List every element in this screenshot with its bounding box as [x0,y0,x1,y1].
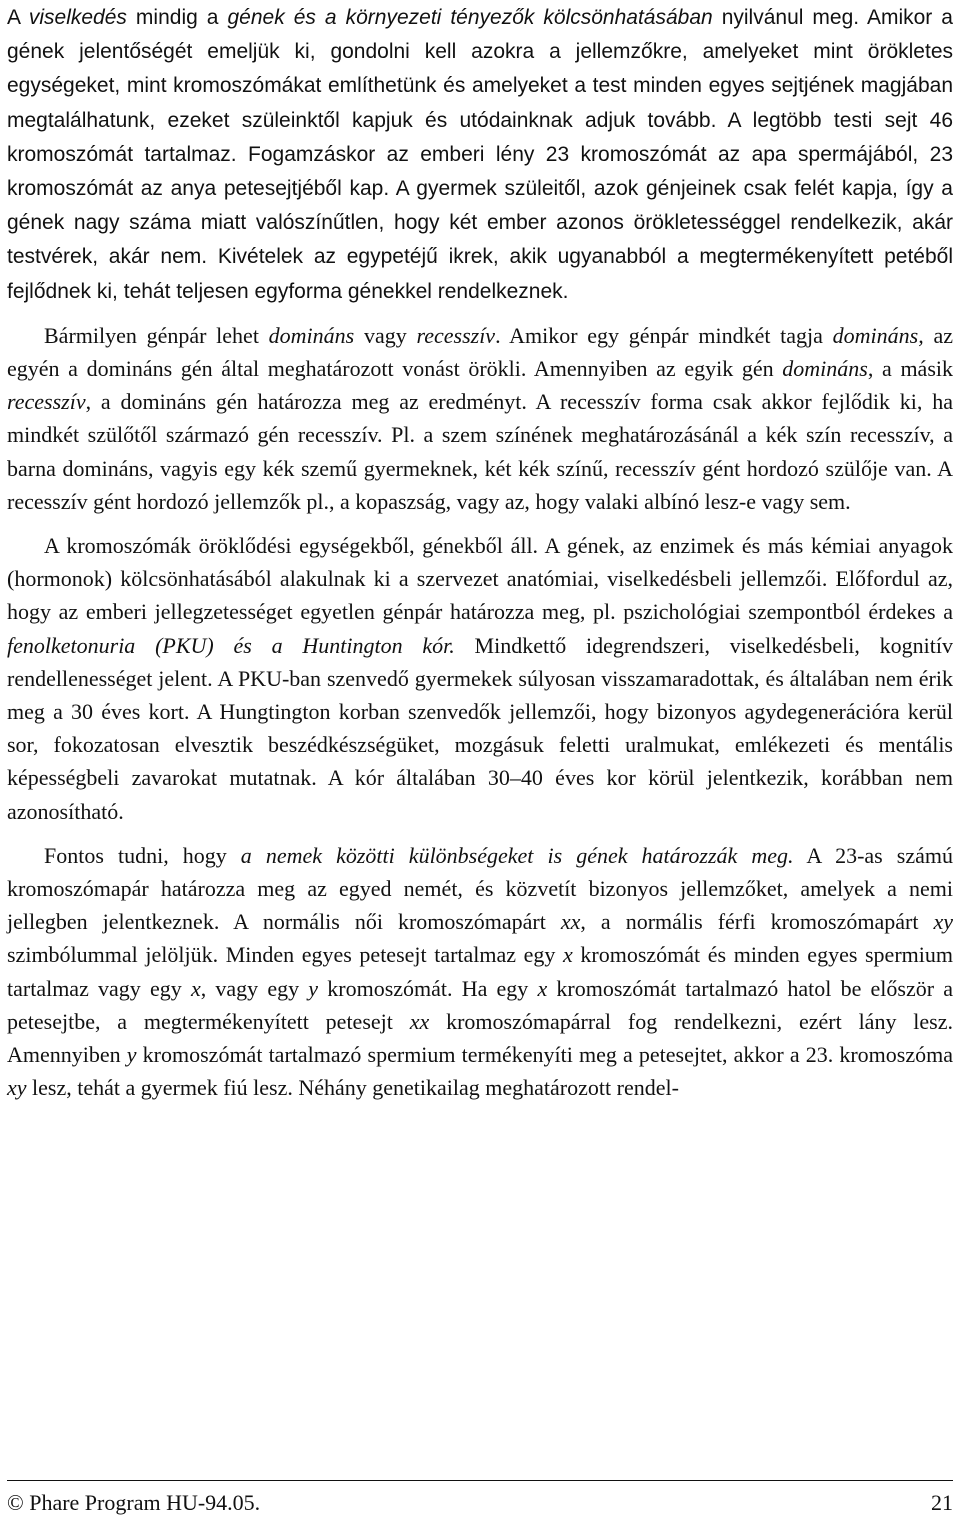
paragraph-4 [7,839,953,1105]
paragraph-3 [7,529,953,828]
text-run: Fontos tudni, hogy [44,842,241,868]
italic-text-run: xy [933,909,953,935]
text-run: nyilvánul meg. Amikor a gének jelentőségét emeljük ki, gondolni kell azokra a jellemzőkre, amelyeket mint örökletes egységeket, mint kromoszómákat említhetünk és amelyeket a test minden egyes sejtjének magjában megtalálhatunk, ezeket szüleinktől kapjuk és utódainknak adjuk tovább. [7,6,953,132]
page-footer [7,1488,953,1518]
italic-text-run: domináns [268,322,355,348]
text-run: Mindkettő idegrendszeri, viselkedésbeli, kognitív rendellenességet jelent. A PKU-ban szenvedő gyermekek súlyosan visszamaradottak, és általában nem érik meg a 30 éves kort. A Hungtington korban szenvedők jellemzői, hogy bizonyos agydegenerációra kerül sor, fokozatosan elvesztik beszédkészségüket, mozgásuk feletti uralmukat, emlékezeti és mentális képességbeli zavarokat mutatnak. A kór általában 30–40 éves kor körül jelentkezik, korábban nem azonosítható. [7,632,953,824]
text-run: vagy [354,322,417,348]
italic-text-run: gének és a környezeti tényezők kölcsönhatásában [227,6,713,29]
italic-text-run: y [126,1042,137,1068]
copyright-notice: © Phare Program HU-94.05. [7,1490,261,1515]
italic-text-run: recesszív [416,322,496,348]
text-run: szimbólummal jelöljük. Minden egyes petesejt tartalmaz egy [7,942,564,968]
italic-text-run: xx [560,909,581,935]
footer-divider [7,1480,953,1481]
text-run: A 23-as számú kromoszómapár határozza meg az egyed nemét, és közvetít bizonyos jellemzőket, amelyek a nemi jellegben jelentkeznek. A normális női kromoszómapárt [7,842,953,935]
page-number: 21 [931,1490,953,1515]
italic-text-run: recesszív [7,389,86,415]
paragraph-2 [7,319,953,518]
text-run: , a másik [867,356,953,382]
text-run: kromoszómát és minden egyes spermium tartalmaz vagy egy [7,942,953,1001]
text-run: kromoszómapárral fog rendelkezni, ezért lány lesz. Amennyiben [7,1008,953,1068]
italic-text-run: x [537,975,548,1001]
text-run: mindig a [126,6,228,29]
text-run: az egyén a domináns gén által meghatározott vonást örökli. Amennyiben az egyik gén [7,322,953,382]
paragraph-1 [7,0,953,308]
text-run: , vagy egy [200,975,309,1001]
italic-text-run: x [190,975,201,1001]
italic-text-run: xx [409,1008,430,1034]
document-body [7,0,953,1105]
text-run: kromoszómát tartalmazó spermium termékenyíti meg a petesejtet, akkor a 23. kromoszóma [136,1042,953,1068]
text-run: A gyermek szüleitől, azok génjeinek csak felét kapja, így a gének nagy száma miatt valószínűtlen, hogy két ember azonos örökletességgel rendelkezik, akár testvérek, akár nem. Kivételek az egypetéjű ikrek, akik ugyanabból a megtermékenyített petéből fejlődnek ki, tehát teljesen egyforma génekkel rendelkeznek. [7,177,953,303]
text-run: , a normális férfi kromoszómapárt [580,909,934,935]
italic-text-run: domináns, [832,322,924,348]
italic-text-run: x [563,942,573,968]
text-run: A kromoszómák öröklődési egységekből, génekből áll. A gének, az enzimek és más kémiai anyagok (hormonok) kölcsönhatásából alakulnak ki a szervezet anatómiai, viselkedésbeli jellemzői. Előfordul az, hogy az emberi jellegzetességet egyetlen génpár határozza meg, pl. pszichológiai szempontból érdekes a [7,533,953,625]
text-run: A legtöbb testi sejt 46 kromoszómát tartalmaz. [7,108,953,166]
text-run: kromoszómát. Ha egy [318,975,538,1001]
italic-text-run: y [308,975,319,1001]
italic-text-run: viselkedés [28,6,127,29]
text-run: lesz, tehát a gyermek fiú lesz. Néhány genetikailag meghatározott rendel- [26,1075,679,1101]
text-run: , a domináns gén határozza meg az eredményt. A recesszív forma csak akkor fejlődik ki, ha mindkét szülőtől származó gén recesszív. Pl. a szem színének meghatározásánál a kék szín recesszív, a barna domináns, vagyis egy kék szemű gyermeknek, két kék színű, recesszív gént hordozó szülője van. A recesszív gént hordozó jellemzők pl., a kopaszság, vagy az, hogy valaki albínó lesz-e vagy sem. [7,389,953,514]
text-run: . Amikor egy génpár mindkét tagja [495,322,833,348]
text-run: kromoszómát tartalmazó hatol be először a petesejtbe, a megtermékenyített petesejt [7,975,954,1034]
italic-text-run: fenolketonuria (PKU) és a Huntington kór. [7,632,455,658]
text-run: Fogamzáskor az emberi lény 23 kromoszómát az apa spermájából, 23 kromoszómát az anya petesejtjéből kap. [7,142,954,201]
italic-text-run: domináns [782,356,868,382]
text-run: A [7,6,29,29]
text-run: Bármilyen génpár lehet [44,322,269,348]
italic-text-run: a nemek közötti különbségeket is gének határozzák meg. [240,842,794,868]
italic-text-run: xy [7,1075,27,1101]
